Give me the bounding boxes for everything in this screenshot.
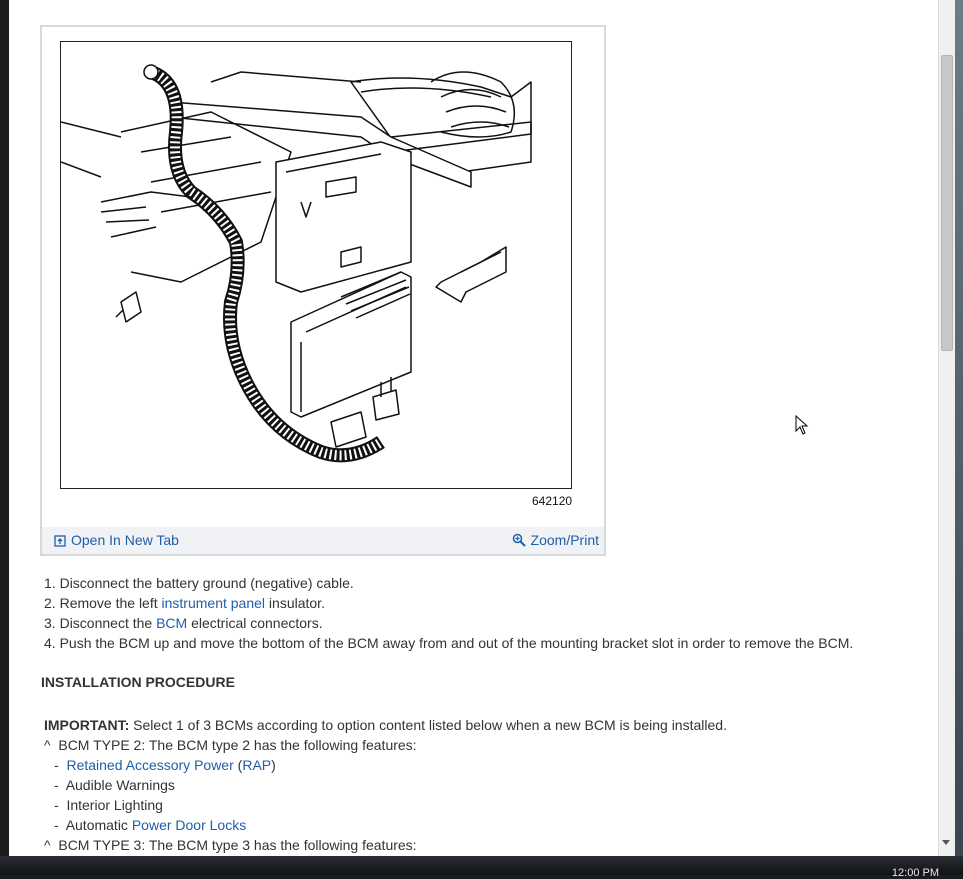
dash-bullet: - (54, 817, 59, 833)
feature-item (44, 795, 417, 815)
power-door-locks-link[interactable]: Power Door Locks (131, 817, 247, 833)
important-label: IMPORTANT: (44, 717, 130, 733)
step-number: 3. (44, 615, 56, 631)
bcm-link[interactable]: BCM (156, 615, 188, 631)
bcm-removal-diagram (60, 41, 572, 489)
figure-toolbar (42, 527, 604, 554)
important-note (44, 715, 727, 735)
figure-number: 642120 (532, 494, 573, 508)
open-in-new-tab-label: Open In New Tab (71, 532, 179, 548)
caret-icon: ^ (44, 737, 51, 753)
bcm-type-3-item (44, 835, 417, 855)
feature-item: - Retained Accessory Power (RAP) (54, 757, 276, 773)
step-item (44, 593, 853, 613)
dash-bullet: - (54, 757, 59, 773)
step-text: electrical connectors. (187, 615, 323, 631)
step-number: 2. (44, 595, 56, 611)
content-area (9, 0, 938, 856)
magnifier-icon (512, 533, 526, 547)
step-text: Remove the left (59, 595, 162, 611)
dash-bullet: - (54, 777, 59, 793)
instrument-panel-link[interactable]: instrument panel (161, 595, 266, 611)
step-item (44, 573, 853, 593)
important-text: Select 1 of 3 BCMs according to option content listed below when a new BCM is being installed. (129, 717, 727, 733)
step-item (44, 633, 853, 653)
scroll-down-arrow-icon[interactable] (942, 840, 950, 845)
feature-text: Automatic (65, 817, 132, 833)
step-text: Disconnect the battery ground (negative) cable. (59, 575, 354, 591)
bcm-type-2-text: BCM TYPE 2: The BCM type 2 has the following features: (58, 737, 417, 753)
step-number: 1. (44, 575, 56, 591)
taskbar (0, 856, 963, 879)
figure-panel (40, 25, 606, 556)
removal-steps-list (44, 573, 853, 653)
step-text: Push the BCM up and move the bottom of the BCM away from and out of the mounting bracket slot in order to remove the BCM. (59, 635, 854, 651)
bcm-features-list (44, 735, 417, 855)
rap-link[interactable]: RAP (242, 757, 272, 773)
open-new-tab-icon (54, 535, 66, 547)
dash-bullet: - (54, 797, 59, 813)
feature-text: Audible Warnings (65, 777, 175, 793)
caret-icon: ^ (44, 837, 51, 853)
zoom-print-label: Zoom/Print (530, 532, 599, 548)
feature-item (44, 775, 417, 795)
retained-accessory-power-link[interactable]: Retained Accessory Power (66, 757, 234, 773)
mouse-cursor-icon (795, 415, 809, 435)
feature-text: Interior Lighting (66, 797, 163, 813)
vertical-scrollbar[interactable] (938, 0, 956, 856)
diagram-illustration (61, 42, 572, 489)
window-frame (955, 0, 963, 875)
installation-procedure-heading: INSTALLATION PROCEDURE (41, 674, 235, 690)
bcm-type-3-text: BCM TYPE 3: The BCM type 3 has the following features: (58, 837, 417, 853)
step-text: insulator. (265, 595, 325, 611)
scrollbar-thumb[interactable] (941, 55, 953, 351)
zoom-print-link[interactable] (512, 532, 599, 548)
step-number: 4. (44, 635, 56, 651)
step-text: Disconnect the (59, 615, 157, 631)
open-in-new-tab-link[interactable] (54, 532, 179, 548)
feature-item (44, 815, 417, 835)
step-item (44, 613, 853, 633)
taskbar-clock: 12:00 PM (891, 867, 939, 879)
bcm-type-2-item (44, 735, 417, 755)
